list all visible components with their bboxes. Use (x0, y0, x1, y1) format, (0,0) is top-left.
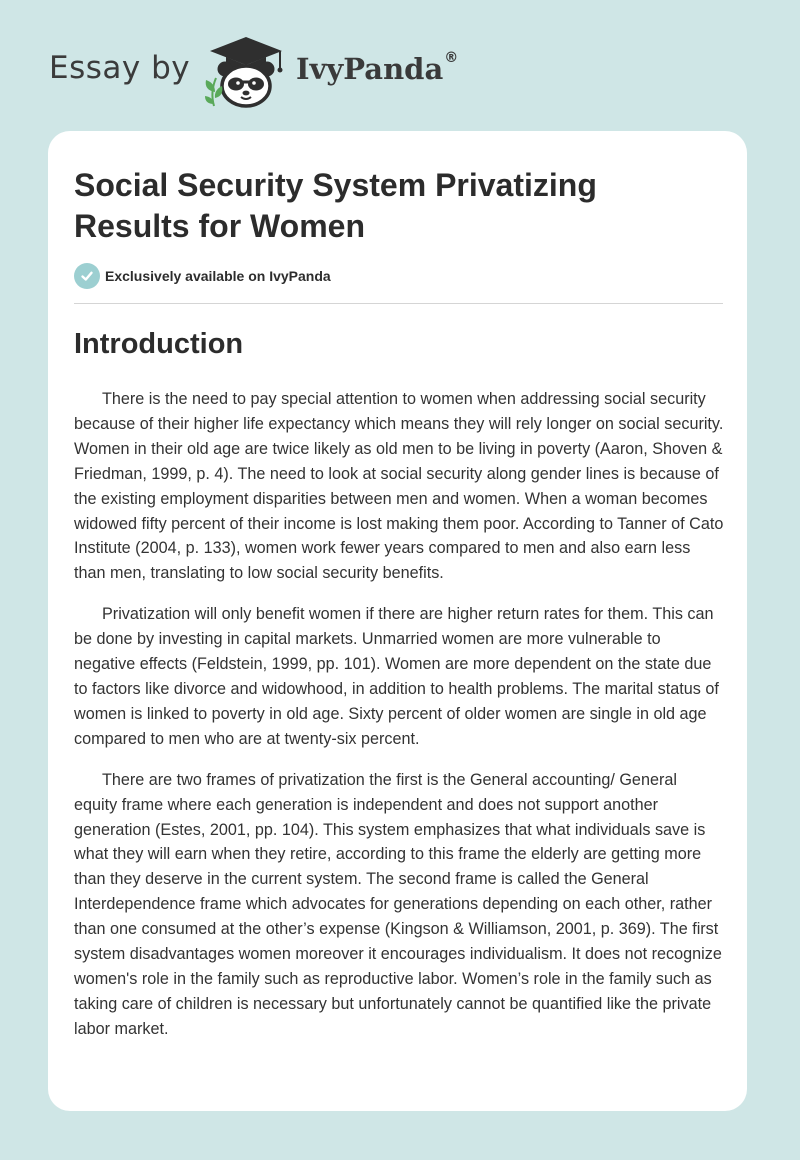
check-icon (74, 263, 100, 289)
brand-name: IvyPanda (296, 52, 444, 86)
registered-mark: ® (444, 50, 459, 66)
divider (74, 303, 723, 304)
essay-by-label: Essay by (49, 50, 191, 86)
paragraph: Privatization will only benefit women if there are higher return rates for them. This can be done by investing in capital markets. Unmarried women are more vulnerable to negative effects (Feldstein, 1999, pp. 101). Women are more dependent on the state due to factors like divorce and widowhood, in addition to health problems. The marital status of women is linked to poverty in old age. Sixty percent of older women are single in old age compared to men who are at twenty-six percent. (74, 605, 719, 748)
essay-card (48, 131, 747, 1111)
exclusive-badge (74, 263, 331, 289)
paragraph: There are two frames of privatization the first is the General accounting/ General equity frame where each generation is independent and does not support another generation (Estes, 2001, pp. 104). This system emphasizes that what individuals save is what they will earn when they retire, according to this frame the elderly are getting more than they deserve in the current system. The second frame is called the General Interdependence frame which advocates for generations depending on each other, rather than one consumed at the other’s expense (Kingson & Williamson, 2001, p. 369). The first system disadvantages women moreover it encourages individualism. It does not recognize women's role in the family such as reproductive labor. Women’s role in the family such as taking care of children is necessary but unfortunately cannot be quantified like the private labor market. (74, 770, 722, 1038)
section-heading: Introduction (74, 328, 244, 360)
essay-body (74, 387, 724, 1058)
panda-graduate-logo-icon[interactable] (200, 34, 292, 110)
essay-title: Social Security System Privatizing Results for Women (74, 167, 597, 244)
site-header (0, 0, 800, 130)
brand-logo-text[interactable] (296, 52, 458, 86)
exclusive-badge-text: Exclusively available on IvyPanda (105, 268, 331, 284)
paragraph: There is the need to pay special attention to women when addressing social security because of their higher life expectancy which means they will rely longer on social security. Women in their old age are twice likely as old men to be living in poverty (Aaron, Shoven & Friedman, 1999, p. 4). The need to look at social security along gender lines is because of the existing employment disparities between men and women. When a woman becomes widowed fifty percent of their income is lost making them poor. According to Tanner of Cato Institute (2004, p. 133), women work fewer years compared to men and also earn less than men, translating to low social security benefits. (74, 390, 724, 583)
